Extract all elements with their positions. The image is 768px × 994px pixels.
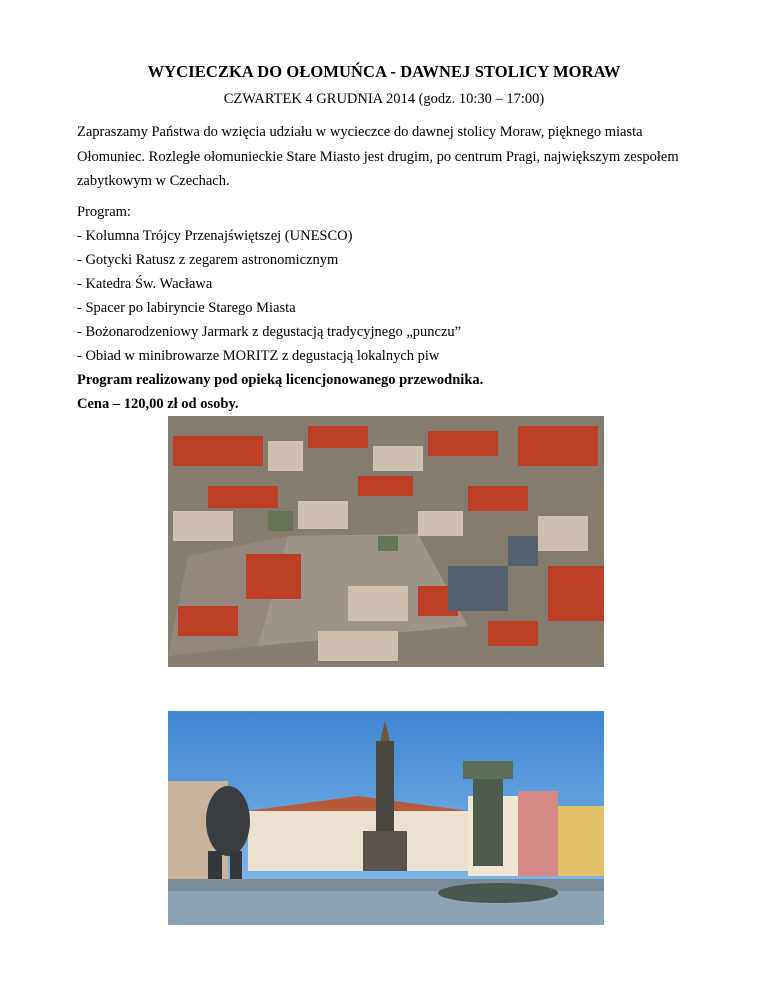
price-line: Cena – 120,00 zł od osoby.	[77, 396, 239, 412]
program-item: - Spacer po labiryncie Starego Miasta	[77, 300, 296, 316]
program-item: - Gotycki Ratusz z zegarem astronomicznym	[77, 252, 339, 268]
intro-line: Ołomuniec. Rozległe ołomunieckie Stare Miasto jest drugim, po centrum Pragi, największym zespołem	[77, 148, 679, 165]
program-item: - Kolumna Trójcy Przenajświętszej (UNESCO)	[77, 228, 353, 244]
fountain-square-photo	[168, 711, 604, 925]
program-item: - Katedra Św. Wacława	[77, 276, 213, 292]
fountain-square-illustration	[168, 711, 604, 925]
program-heading: Program:	[77, 204, 131, 220]
intro-line: zabytkowym w Czechach.	[77, 173, 230, 189]
intro-line: Zapraszamy Państwa do wzięcia udziału w wycieczce do dawnej stolicy Moraw, pięknego miasta	[77, 124, 643, 140]
aerial-city-photo	[168, 416, 604, 667]
program-item: - Obiad w minibrowarze MORITZ z degustacją lokalnych piw	[77, 348, 440, 364]
document-title: WYCIECZKA DO OŁOMUŃCA - DAWNEJ STOLICY MORAW	[147, 62, 621, 81]
aerial-city-illustration	[168, 416, 604, 667]
guide-note: Program realizowany pod opieką licencjonowanego przewodnika.	[77, 372, 484, 388]
intro-paragraph	[77, 120, 737, 194]
program-section	[77, 200, 737, 416]
document-subtitle: CZWARTEK 4 GRUDNIA 2014 (godz. 10:30 – 17:00)	[223, 91, 545, 107]
program-item: - Bożonarodzeniowy Jarmark z degustacją tradycyjnego „punczu”	[77, 324, 462, 340]
